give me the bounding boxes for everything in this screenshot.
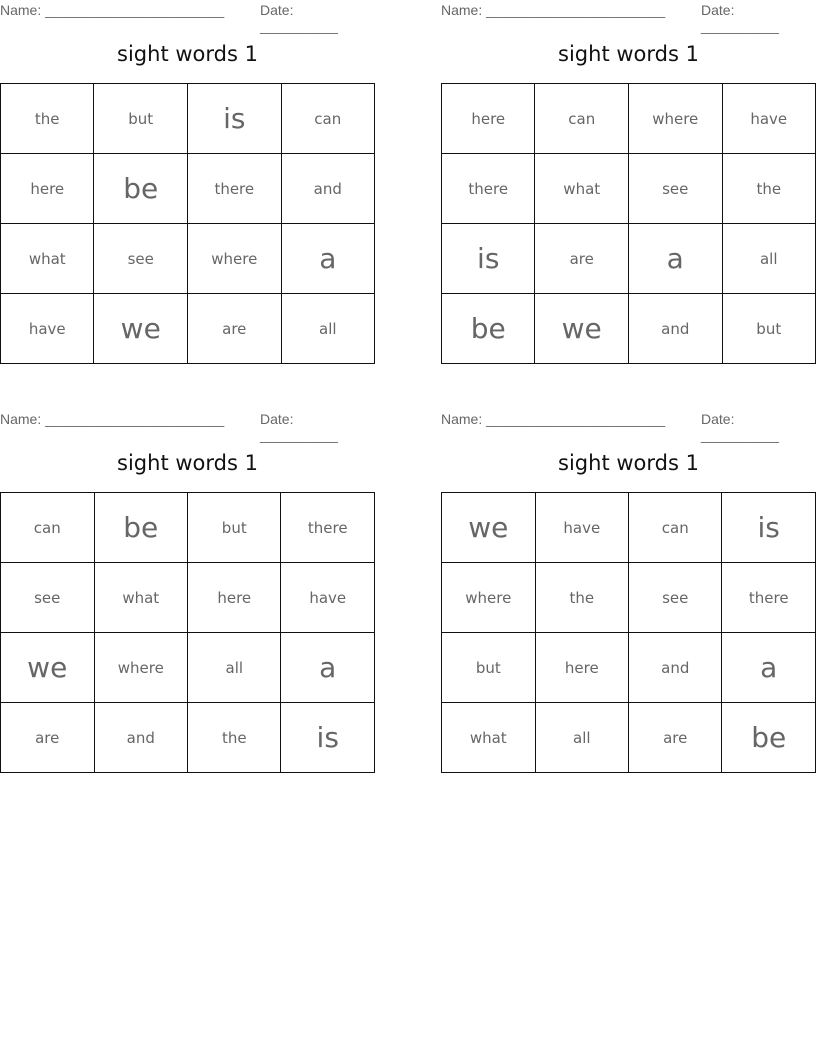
word-cell: there [281, 493, 375, 563]
word-cell: what [442, 703, 536, 773]
word-cell: where [442, 563, 536, 633]
word-cell: are [188, 294, 282, 364]
name-date-header [0, 409, 375, 443]
card-title: sight words 1 [558, 42, 699, 66]
word-cell: all [281, 294, 374, 364]
word-cell: is [281, 703, 375, 773]
word-cell: the [1, 84, 94, 154]
word-cell: where [188, 224, 282, 294]
word-cell: see [629, 563, 722, 633]
word-cell: all [188, 633, 281, 703]
word-cell: here [188, 563, 281, 633]
grid-row [1, 154, 375, 224]
word-cell: what [1, 224, 94, 294]
word-grid [0, 492, 375, 773]
grid-row [442, 563, 816, 633]
word-cell: there [188, 154, 282, 224]
word-cell: is [722, 493, 816, 563]
word-cell: be [94, 154, 188, 224]
word-cell: but [188, 493, 281, 563]
word-cell: are [535, 224, 628, 294]
word-cell: have [1, 294, 94, 364]
word-cell: can [1, 493, 95, 563]
word-cell: and [281, 154, 374, 224]
word-cell: here [535, 633, 628, 703]
word-cell: we [442, 493, 536, 563]
word-grid [441, 492, 816, 773]
word-cell: all [535, 703, 628, 773]
word-cell: a [628, 224, 722, 294]
word-cell: there [722, 563, 816, 633]
card-title: sight words 1 [117, 451, 258, 475]
grid-row [1, 224, 375, 294]
word-cell: is [442, 224, 535, 294]
word-cell: here [442, 84, 535, 154]
word-cell: and [628, 294, 722, 364]
card-title: sight words 1 [558, 451, 699, 475]
grid-row [1, 84, 375, 154]
word-cell: we [535, 294, 628, 364]
word-cell: have [535, 493, 628, 563]
name-date-header [441, 409, 816, 443]
word-cell: can [629, 493, 722, 563]
word-cell: and [94, 703, 188, 773]
word-cell: but [94, 84, 188, 154]
word-cell: have [722, 84, 815, 154]
word-cell: the [188, 703, 281, 773]
word-cell: but [722, 294, 815, 364]
word-cell: see [94, 224, 188, 294]
name-date-header [441, 0, 816, 34]
word-cell: what [535, 154, 628, 224]
word-cell: a [722, 633, 816, 703]
word-cell: here [1, 154, 94, 224]
name-field: Name: _______________________ [0, 411, 225, 427]
name-field: Name: _______________________ [0, 2, 225, 18]
word-grid [441, 83, 816, 364]
grid-row [442, 84, 816, 154]
date-field: Date: __________ [260, 2, 338, 34]
grid-row [1, 633, 375, 703]
word-cell: there [442, 154, 535, 224]
word-cell: the [722, 154, 815, 224]
grid-row [1, 563, 375, 633]
name-field: Name: _______________________ [441, 411, 666, 427]
word-cell: be [442, 294, 535, 364]
word-cell: all [722, 224, 815, 294]
word-cell: see [1, 563, 95, 633]
word-cell: a [281, 224, 374, 294]
word-cell: have [281, 563, 375, 633]
grid-row [442, 633, 816, 703]
word-cell: we [1, 633, 95, 703]
card-title: sight words 1 [117, 42, 258, 66]
word-cell: the [535, 563, 628, 633]
word-cell: are [1, 703, 95, 773]
name-date-header [0, 0, 375, 34]
word-cell: can [535, 84, 628, 154]
date-field: Date: __________ [701, 411, 779, 443]
word-cell: and [629, 633, 722, 703]
word-cell: where [628, 84, 722, 154]
word-cell: see [628, 154, 722, 224]
date-field: Date: __________ [701, 2, 779, 34]
word-cell: is [188, 84, 282, 154]
word-cell: where [94, 633, 188, 703]
word-cell: but [442, 633, 536, 703]
grid-row [442, 154, 816, 224]
word-cell: what [94, 563, 188, 633]
word-cell: we [94, 294, 188, 364]
date-field: Date: __________ [260, 411, 338, 443]
grid-row [442, 294, 816, 364]
name-field: Name: _______________________ [441, 2, 666, 18]
word-cell: can [281, 84, 374, 154]
word-cell: are [629, 703, 722, 773]
grid-row [442, 703, 816, 773]
word-cell: a [281, 633, 375, 703]
grid-row [1, 493, 375, 563]
grid-row [442, 224, 816, 294]
grid-row [1, 294, 375, 364]
word-cell: be [94, 493, 188, 563]
grid-row [1, 703, 375, 773]
grid-row [442, 493, 816, 563]
word-grid [0, 83, 375, 364]
word-cell: be [722, 703, 816, 773]
